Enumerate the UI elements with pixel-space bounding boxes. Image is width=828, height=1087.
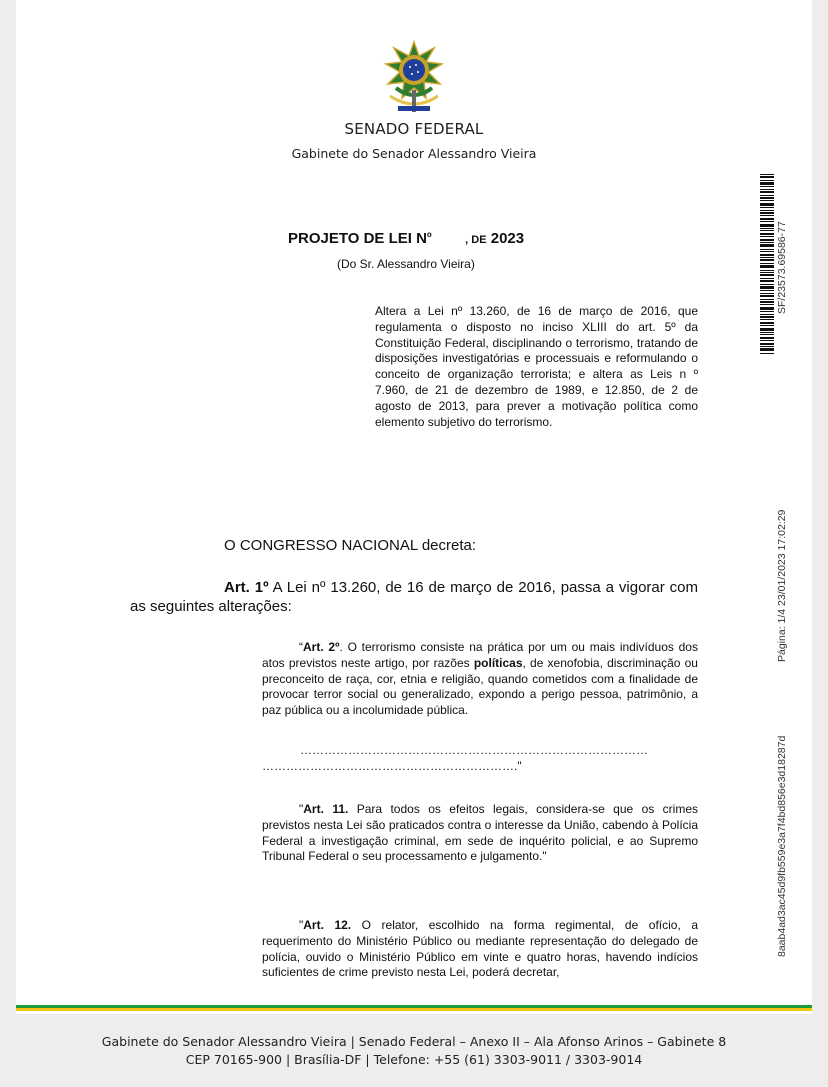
bill-title-prefix: PROJETO DE LEI N xyxy=(288,230,427,247)
article-12-text: O relator, escolhido na forma regimental, de ofício, a requerimento do Ministério Público ou mediante representação do delegado de polícia, ouvido o Ministério Público em vinte e quatro horas, havendo indícios suficientes de crime previsto nesta Lei, poderá decretar, xyxy=(262,918,698,980)
article-1-text: A Lei nº 13.260, de 16 de março de 2016, passa a vigorar com as seguintes alterações: xyxy=(130,579,698,615)
article-12-label: Art. 12. xyxy=(303,918,352,932)
page-info: Página: 1/4 23/01/2023 17:02:29 xyxy=(776,509,788,662)
bill-title xyxy=(288,230,524,247)
quote-open-mark: " xyxy=(299,918,304,932)
quoted-article-2 xyxy=(262,640,698,719)
institution-name: SENADO FEDERAL xyxy=(344,120,484,138)
enacting-clause: O CONGRESSO NACIONAL decreta: xyxy=(224,537,477,554)
bill-year: 2023 xyxy=(490,230,525,247)
bill-summary: Altera a Lei nº 13.260, de 16 de março de 2016, que regulamenta o disposto no inciso XLIII do art. 5º da Constituição Federal, disciplinando o terrorismo, tratando de disposições investigatórias e processuais e reformulando o conceito de organização terrorista; e altera as Leis n º 7.960, de 21 de dezembro de 1989, e 12.850, de 2 de agosto de 2013, para prever a motivação política como elemento subjetivo do terrorismo. xyxy=(375,304,698,429)
article-2-emphasis: políticas xyxy=(473,655,523,670)
article-2-text-before: . O terrorismo consiste na prática por um ou mais indivíduos dos atos previstos neste artigo, por razões xyxy=(262,640,698,670)
article-2-text-after: , de xenofobia, discriminação ou preconceito de raça, cor, etnia e religião, quando cometidos com a finalidade de provocar terror social ou generalizado, expondo a perigo pessoa, patrimônio, a paz pública ou a incolumidade pública. xyxy=(262,655,698,718)
ordinal-mark: o xyxy=(426,230,432,239)
bill-author: (Do Sr. Alessandro Vieira) xyxy=(337,257,475,271)
article-11-label: Art. 11. xyxy=(303,802,349,816)
article-1 xyxy=(130,578,698,616)
footer-contact: CEP 70165-900 | Brasília-DF | Telefone: +55 (61) 3303-9011 / 3303-9014 xyxy=(185,1052,643,1067)
footer-yellow-stripe xyxy=(16,1008,812,1011)
quoted-article-12 xyxy=(262,918,698,981)
barcode-code: SF/23573.69586-77 xyxy=(776,221,788,314)
barcode-icon xyxy=(760,174,774,354)
ellipsis-line-1: …………………………………………………………………………… xyxy=(300,743,648,757)
office-name: Gabinete do Senador Alessandro Vieira xyxy=(291,146,537,161)
footer-address: Gabinete do Senador Alessandro Vieira | Senado Federal – Anexo II – Ala Afonso Arinos – Gabinete 8 xyxy=(101,1034,727,1049)
quoted-article-11 xyxy=(262,802,698,865)
document-hash: 8aab4ad3ac45d9fb559e3a7f4bd856e3d18287d xyxy=(776,735,788,957)
article-2-label: Art. 2º xyxy=(303,640,340,654)
article-11-text: Para todos os efeitos legais, considera-se que os crimes previstos nesta Lei são praticados contra o interesse da União, cabendo à Polícia Federal a investigação criminal, em sede de inquérito policial, e ao Supremo Tribunal Federal o seu processamento e julgamento." xyxy=(262,802,698,864)
bill-title-de: , DE xyxy=(465,234,487,246)
ellipsis-line-2: ………………………………………………………." xyxy=(262,759,522,773)
coat-of-arms-emblem xyxy=(374,40,454,120)
quote-open-mark: " xyxy=(299,802,304,816)
article-1-label: Art. 1º xyxy=(224,579,269,596)
quote-open-mark: “ xyxy=(299,640,303,654)
